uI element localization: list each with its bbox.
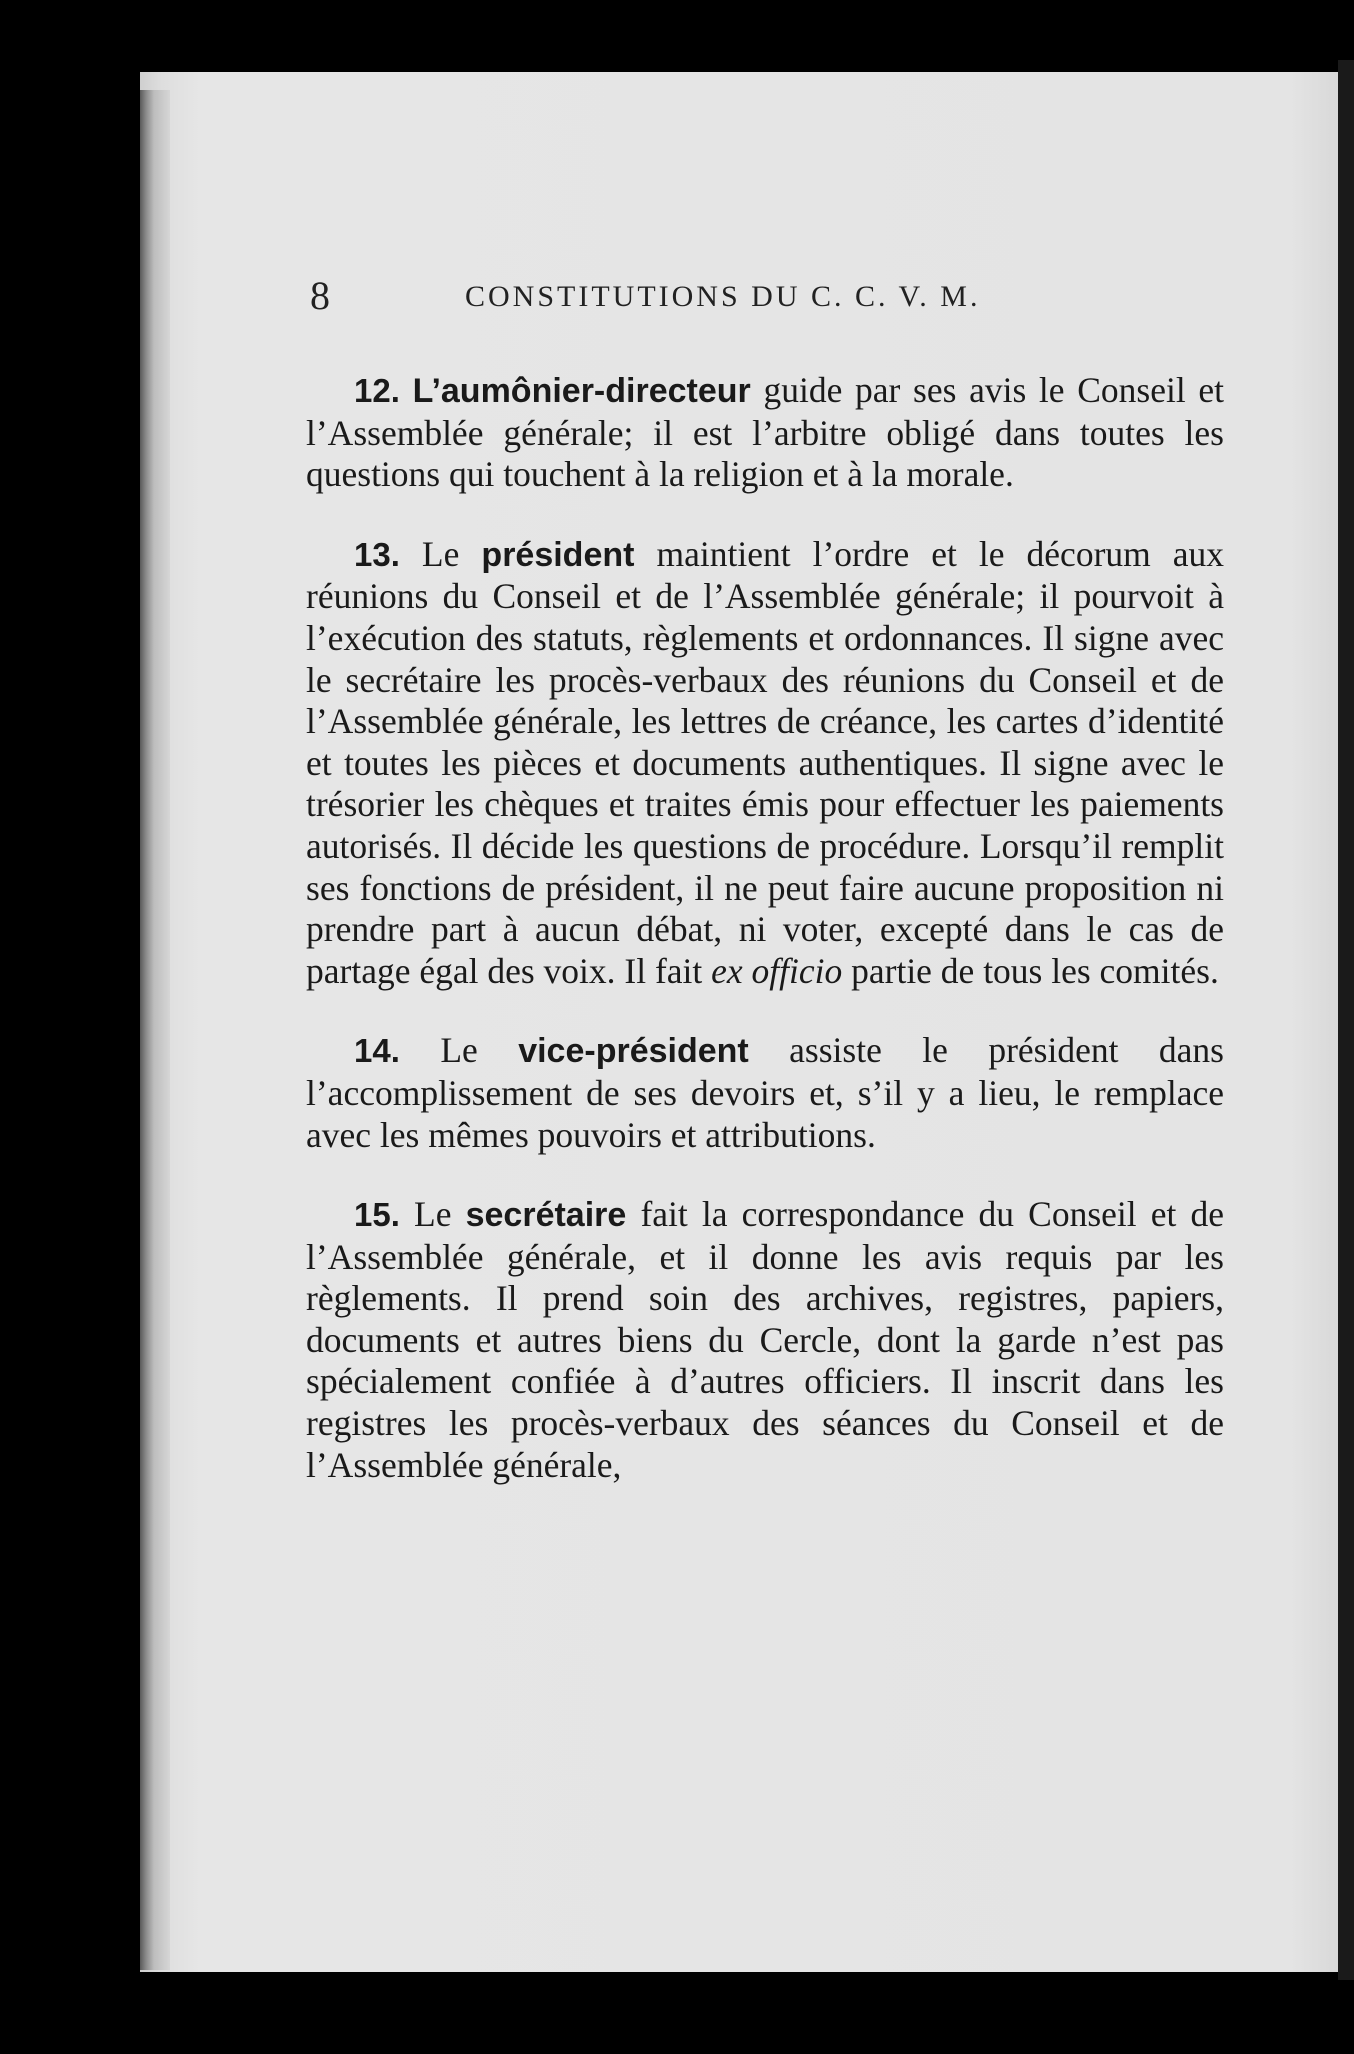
paragraph-emphasis: ex officio [711,950,843,991]
paragraph-number: 14. [354,1032,400,1070]
paragraph-12 [306,370,1224,496]
paragraph-heading: vice-président [518,1032,749,1071]
paragraph-number: 15. [354,1196,400,1234]
body-text [306,370,1224,1524]
paragraph-13 [306,534,1224,993]
paragraph-text: fait la correspondance du Conseil et de l’Assemblée générale, et il donne les avis requis par les règlements. Il prend soin des archives, registres, papiers, documents et autres biens du Cercle, dont la garde n’est pas spécialement confiée à d’autres officiers. Il inscrit dans les registres les procès-verbaux des séances du Conseil et de l’Assemblée générale, [306,1194,1225,1485]
paragraph-text: maintient l’ordre et le décorum aux réunions du Conseil et de l’Assemblée générale; il pourvoit à l’exécution des statuts, règlements et ordonnances. Il signe avec le secrétaire les procès-verbaux des réunions du Conseil et de l’Assemblée générale, les lettres de créance, les cartes d’identité et toutes les pièces et documents authentiques. Il signe avec le trésorier les chèques et traites émis pour effectuer les paiements autorisés. Il décide les questions de procédure. Lorsqu’il remplit ses fonctions de président, il ne peut faire aucune proposition ni prendre part à aucun débat, ni voter, excepté dans le cas de partage égal des voix. Il fait [306,533,1225,991]
paragraph-lead: Le [421,533,460,574]
paragraph-heading: président [481,535,635,574]
paragraph-text: guide par ses avis le Conseil et l’Assemblée générale; il est l’arbitre obligé dans toutes les questions qui touchent à la religion et à la morale. [306,370,1225,495]
running-head [310,272,1110,322]
page-right-edge [1338,60,1354,1980]
paragraph-lead: Le [414,1194,452,1235]
paragraph-number: 12. [354,372,400,409]
paragraph-text: assiste le président dans l’accomplissement de ses devoirs et, s’il y a lieu, le remplace avec les mêmes pouvoirs et attributions. [306,1030,1224,1155]
page-number: 8 [310,273,330,318]
paragraph-15 [306,1194,1224,1486]
page-binding-shadow [140,90,170,1970]
paragraph-number: 13. [354,535,400,573]
header-title: CONSTITUTIONS DU C. C. V. M. [465,280,981,313]
paragraph-14 [306,1030,1224,1156]
paragraph-lead: Le [440,1030,478,1071]
paragraph-heading: secrétaire [465,1196,627,1235]
paragraph-heading: L’aumônier-directeur [412,372,751,410]
paragraph-text-continued: partie de tous les comités. [851,950,1219,991]
